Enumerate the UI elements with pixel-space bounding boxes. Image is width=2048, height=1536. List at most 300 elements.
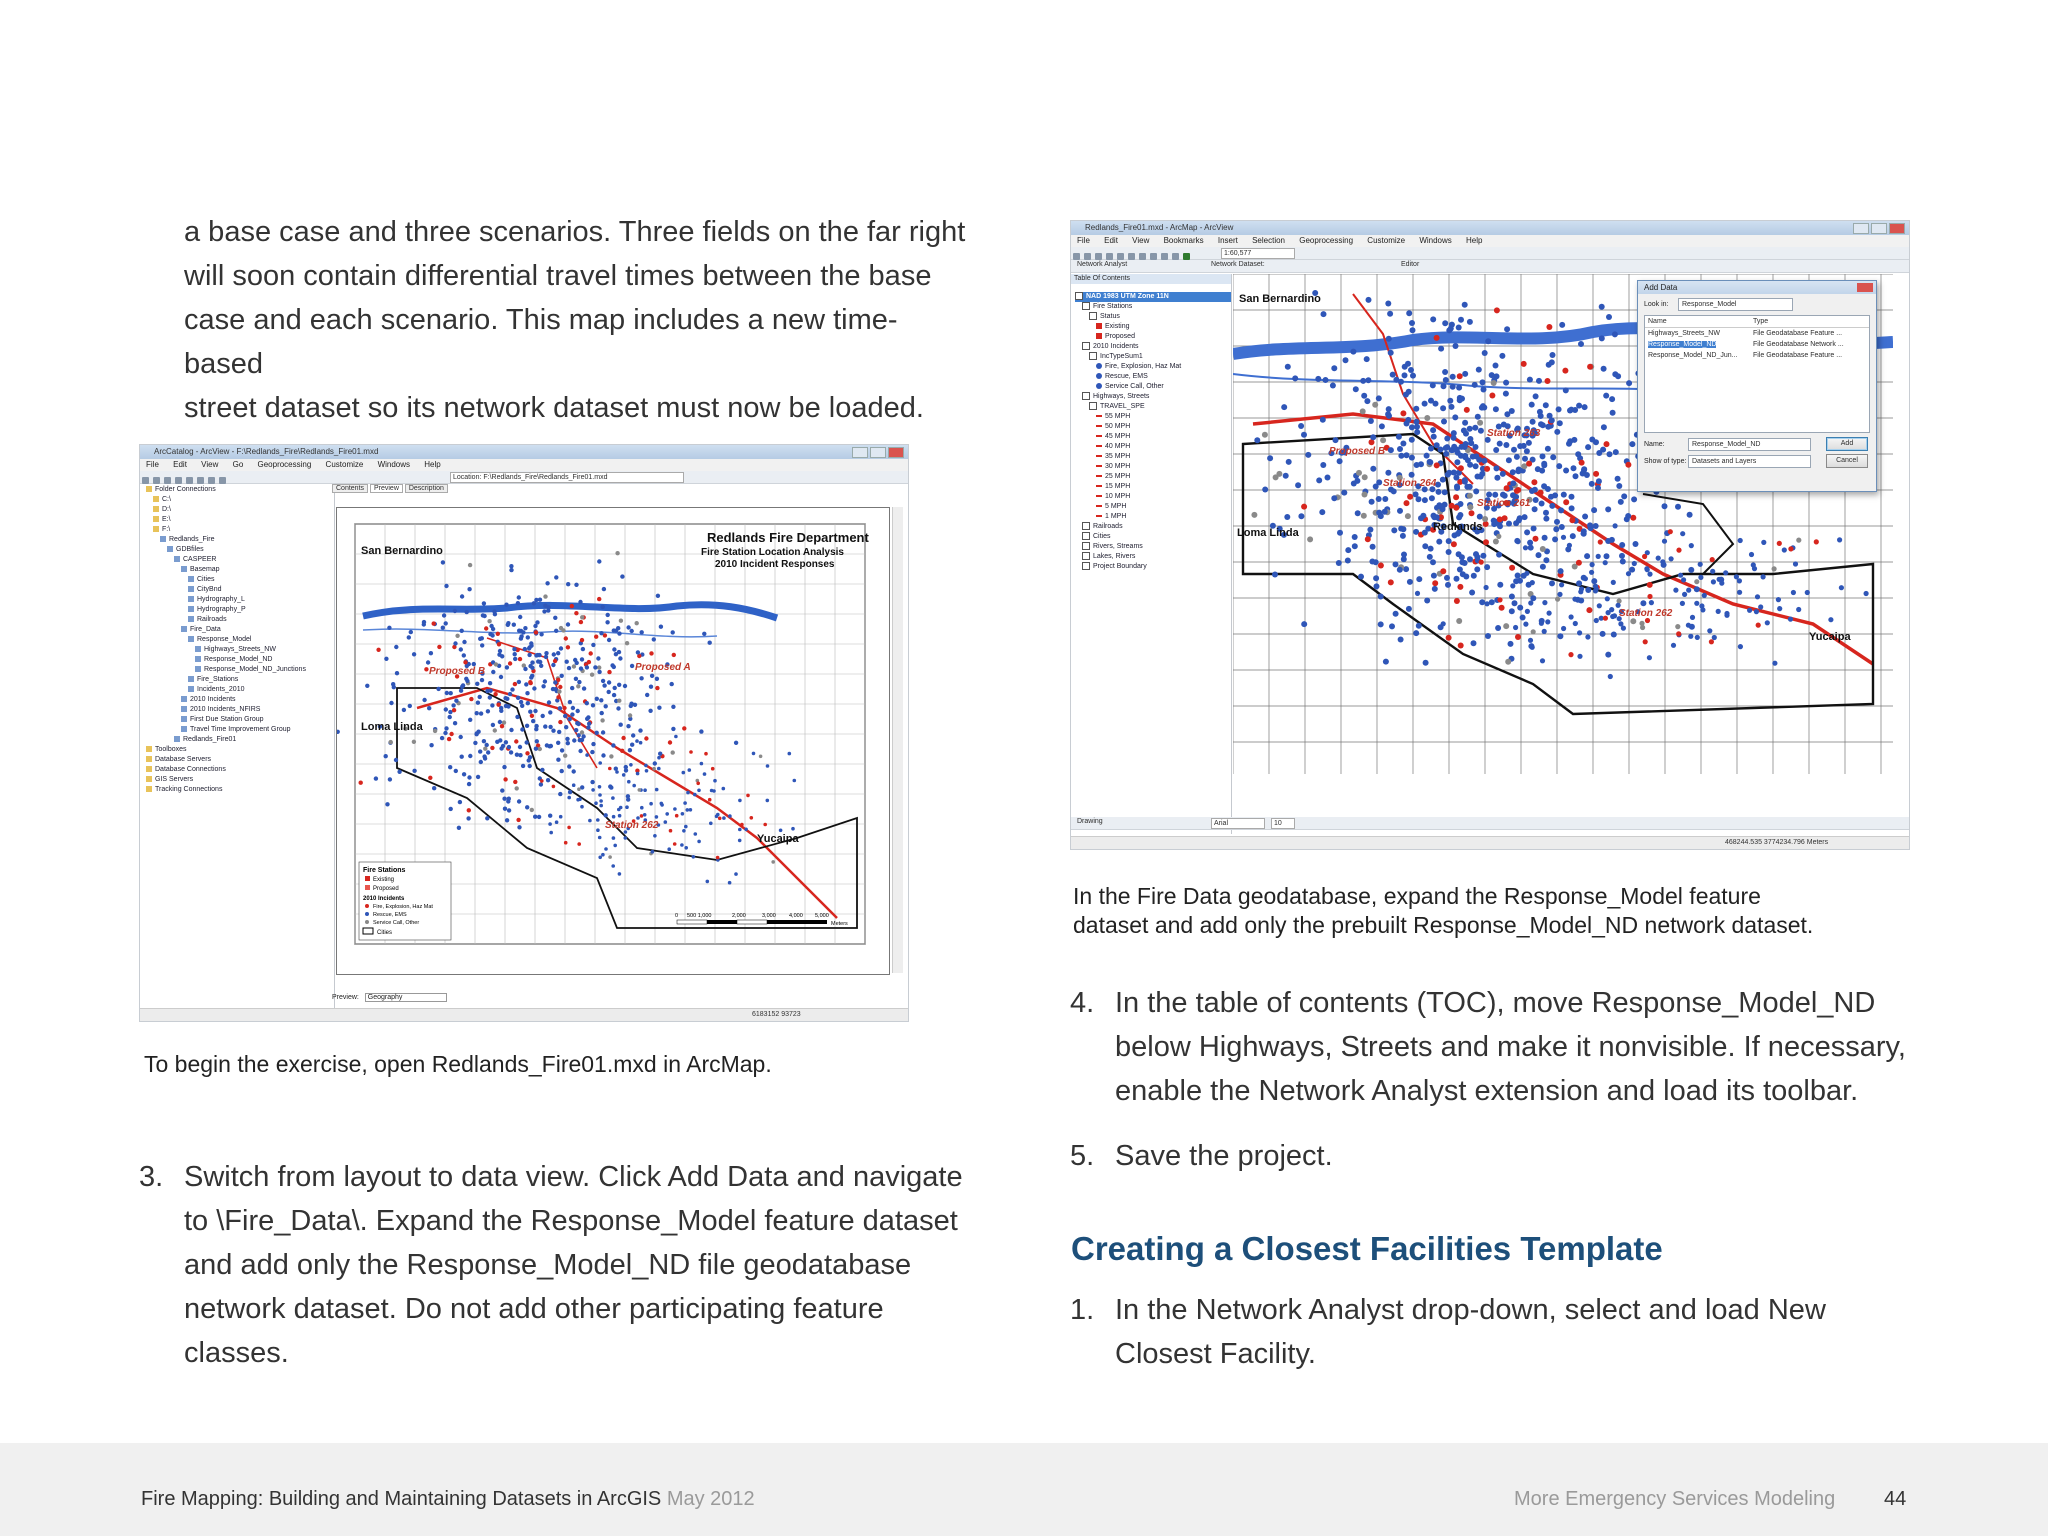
incident-point: [1540, 564, 1546, 570]
incident-point: [771, 860, 775, 864]
incident-point: [444, 621, 448, 625]
network-analyst-dropdown[interactable]: Network Analyst: [1077, 261, 1128, 268]
incident-point: [1613, 449, 1619, 455]
incident-point: [473, 741, 477, 745]
toc-item-label: Service Call, Other: [1105, 383, 1164, 390]
incident-point: [518, 745, 522, 749]
close-icon[interactable]: [888, 447, 904, 458]
line-symbol-icon: [1096, 425, 1102, 427]
incident-point: [1528, 600, 1533, 605]
list-item[interactable]: [1645, 328, 1869, 339]
incident-point: [1839, 585, 1844, 590]
incident-point: [579, 666, 583, 670]
tree-item[interactable]: [146, 735, 334, 745]
incident-point: [1559, 582, 1564, 587]
toc-item[interactable]: [1075, 562, 1231, 572]
tab-preview[interactable]: Preview: [370, 484, 403, 493]
tree-item[interactable]: [146, 775, 334, 785]
incident-point: [1397, 508, 1403, 514]
show-type-select[interactable]: Datasets and Layers: [1688, 455, 1811, 468]
page-footer: [0, 1443, 2048, 1536]
incident-point: [526, 635, 530, 639]
incident-point: [459, 735, 463, 739]
incident-point: [1749, 552, 1754, 557]
incident-point: [1422, 401, 1428, 407]
incident-point: [548, 710, 552, 714]
incident-point: [1409, 424, 1415, 430]
incident-point: [766, 764, 770, 768]
undo-icon[interactable]: [1161, 253, 1168, 260]
toc-item[interactable]: [1075, 512, 1231, 522]
toc-item[interactable]: [1075, 522, 1231, 532]
preview-scrollbar[interactable]: [892, 507, 903, 973]
tree-item[interactable]: [146, 615, 334, 625]
cancel-button[interactable]: Cancel: [1826, 454, 1868, 468]
toc-item[interactable]: [1075, 472, 1231, 482]
open-icon[interactable]: [1084, 253, 1091, 260]
incident-point: [577, 680, 581, 684]
incident-point: [1456, 551, 1462, 557]
incident-point: [684, 825, 688, 829]
toc-item[interactable]: [1075, 422, 1231, 432]
incident-point: [585, 665, 589, 669]
tree-item[interactable]: [146, 585, 334, 595]
incident-point: [1737, 590, 1742, 595]
incident-point: [1608, 674, 1613, 679]
incident-point: [1492, 492, 1498, 498]
incident-point: [551, 663, 555, 667]
delete-icon[interactable]: [186, 477, 193, 484]
close-icon[interactable]: [1857, 283, 1873, 292]
toc-item[interactable]: [1075, 362, 1231, 372]
incident-point: [523, 626, 527, 630]
save-icon[interactable]: [1095, 253, 1102, 260]
incident-point: [591, 742, 595, 746]
incident-point: [673, 807, 677, 811]
incident-point: [1569, 494, 1575, 500]
toc-item-label: 30 MPH: [1105, 463, 1131, 470]
list-item[interactable]: [1645, 339, 1869, 350]
menu-help[interactable]: Help: [424, 460, 441, 469]
tree-item[interactable]: [146, 605, 334, 615]
location-field[interactable]: Location: F:\Redlands_Fire\Redlands_Fire01.mxd: [450, 472, 684, 483]
maximize-icon[interactable]: [1871, 223, 1887, 234]
incident-point: [560, 674, 564, 678]
incident-point: [483, 747, 487, 751]
incident-point: [716, 813, 720, 817]
incident-point: [657, 706, 661, 710]
incident-point: [505, 665, 509, 669]
step-4-line: below Highways, Streets and make it nonvisible. If necessary,: [1115, 1031, 1906, 1063]
incident-point: [693, 793, 697, 797]
incident-point: [1369, 439, 1375, 445]
incident-point: [540, 768, 544, 772]
incident-point: [1427, 459, 1433, 465]
map-place-station-262: Station 262: [1619, 608, 1673, 619]
minimize-icon[interactable]: [852, 447, 868, 458]
incident-point: [759, 755, 763, 759]
intro-line: case and each scenario. This map includes a new time-based: [184, 304, 898, 380]
tree-item[interactable]: [146, 705, 334, 715]
tree-item-label: CASPEER: [183, 556, 217, 563]
print-icon[interactable]: [1106, 253, 1113, 260]
incident-point: [1402, 372, 1408, 378]
minimize-icon[interactable]: [1853, 223, 1869, 234]
incident-point: [515, 786, 519, 790]
incident-point: [424, 667, 428, 671]
editor-dropdown[interactable]: Editor: [1401, 261, 1420, 268]
toc-item[interactable]: [1075, 532, 1231, 542]
font-size-select[interactable]: 10: [1271, 818, 1295, 829]
incident-point: [616, 706, 620, 710]
menu-insert[interactable]: Insert: [1217, 236, 1238, 245]
tree-item[interactable]: [146, 635, 334, 645]
tree-item[interactable]: [146, 755, 334, 765]
incident-point: [508, 692, 512, 696]
incident-point: [529, 681, 533, 685]
page-number: 44: [1884, 1488, 1907, 1510]
incident-point: [500, 788, 504, 792]
menu-file[interactable]: File: [146, 460, 159, 469]
incident-point: [1673, 588, 1678, 593]
toc-item[interactable]: [1075, 462, 1231, 472]
up-icon[interactable]: [153, 477, 160, 484]
col-name[interactable]: Name: [1648, 318, 1667, 325]
toc-item[interactable]: [1075, 342, 1231, 352]
incident-point: [1587, 364, 1593, 370]
legend-title: Fire Stations: [363, 867, 406, 874]
incident-point: [402, 708, 406, 712]
incident-point: [1707, 628, 1712, 633]
incident-point: [1370, 434, 1376, 440]
incident-point: [599, 698, 603, 702]
tree-item[interactable]: [146, 555, 334, 565]
menu-edit[interactable]: Edit: [1104, 236, 1118, 245]
incident-point: [1493, 406, 1499, 412]
incident-point: [1796, 538, 1801, 543]
toc-item[interactable]: [1075, 302, 1231, 312]
incident-point: [750, 816, 754, 820]
incident-point: [1632, 561, 1637, 566]
tree-item[interactable]: [146, 625, 334, 635]
toc-item[interactable]: [1075, 372, 1231, 382]
incident-point: [682, 726, 686, 730]
incident-point: [1563, 387, 1569, 393]
map-place-loma-linda: Loma Linda: [1237, 527, 1299, 539]
menu-bookmarks[interactable]: Bookmarks: [1163, 236, 1204, 245]
incident-point: [1524, 529, 1530, 535]
incident-point: [1575, 451, 1581, 457]
incident-point: [1734, 574, 1739, 579]
col-type[interactable]: Type: [1753, 318, 1769, 325]
back-icon[interactable]: [142, 477, 149, 484]
incident-point: [1554, 519, 1560, 525]
incident-point: [1526, 440, 1532, 446]
incident-point: [538, 660, 542, 664]
incident-point: [385, 802, 389, 806]
toc-item[interactable]: [1075, 432, 1231, 442]
incident-point: [1680, 601, 1685, 606]
incident-point: [1618, 499, 1624, 505]
tree-item-label: C:\: [162, 496, 171, 503]
incident-point: [1262, 432, 1268, 438]
incident-point: [558, 720, 562, 724]
incident-point: [1444, 436, 1450, 442]
layer-checkbox-icon: [1089, 352, 1097, 360]
paste-icon[interactable]: [1139, 253, 1146, 260]
toc-item[interactable]: [1075, 382, 1231, 392]
incident-point: [1364, 356, 1370, 362]
tree-item[interactable]: [146, 665, 334, 675]
incident-point: [1499, 353, 1505, 359]
tree-item[interactable]: [146, 525, 334, 535]
tree-item-label: Hydrography_L: [197, 596, 245, 603]
incident-point: [1616, 483, 1622, 489]
line-symbol-icon: [1096, 415, 1102, 417]
incident-point: [1462, 420, 1468, 426]
tree-item[interactable]: [146, 515, 334, 525]
toc-item[interactable]: [1075, 332, 1231, 342]
incident-point: [1336, 560, 1342, 566]
incident-point: [497, 642, 501, 646]
incident-point: [509, 564, 513, 568]
item-type: File Geodatabase Network ...: [1753, 341, 1844, 348]
menu-edit[interactable]: Edit: [173, 460, 187, 469]
view-icon[interactable]: [197, 477, 204, 484]
incident-point: [1343, 357, 1349, 363]
map-place-redlands: Redlands: [1433, 521, 1483, 533]
incident-point: [1747, 608, 1752, 613]
pan-icon[interactable]: [219, 477, 226, 484]
scale-label-2: 2,000: [732, 913, 746, 919]
incident-point: [503, 807, 507, 811]
toc-item[interactable]: [1075, 292, 1231, 302]
menu-help[interactable]: Help: [1466, 236, 1483, 245]
incident-point: [1712, 635, 1717, 640]
incident-point: [752, 752, 756, 756]
toc-item[interactable]: [1075, 392, 1231, 402]
incident-point: [1476, 367, 1482, 373]
incident-point: [476, 701, 480, 705]
incident-point: [496, 632, 500, 636]
incident-point: [557, 689, 561, 693]
list-item[interactable]: [1645, 350, 1869, 361]
incident-point: [365, 684, 369, 688]
name-field[interactable]: Response_Model_ND: [1688, 438, 1811, 451]
tree-item[interactable]: [146, 675, 334, 685]
incident-point: [1617, 598, 1622, 603]
incident-point: [1484, 564, 1490, 570]
incident-point: [659, 625, 663, 629]
toc-item[interactable]: [1075, 412, 1231, 422]
menu-customize[interactable]: Customize: [325, 460, 364, 469]
incident-point: [448, 765, 452, 769]
toc-item[interactable]: [1075, 482, 1231, 492]
incident-point: [1569, 614, 1574, 619]
incident-point: [517, 629, 521, 633]
tree-item[interactable]: [146, 685, 334, 695]
incident-point: [441, 560, 445, 564]
toc-item[interactable]: [1075, 542, 1231, 552]
incident-point: [432, 621, 436, 625]
incident-point: [1388, 579, 1394, 585]
step-1-line: Closest Facility.: [1115, 1338, 1316, 1370]
incident-point: [1301, 432, 1307, 438]
incident-point: [1350, 349, 1356, 355]
toc-item[interactable]: [1075, 402, 1231, 412]
incident-point: [1515, 539, 1520, 544]
incident-point: [1462, 371, 1468, 377]
tree-item[interactable]: [146, 575, 334, 585]
copy-icon[interactable]: [164, 477, 171, 484]
tree-item[interactable]: [146, 655, 334, 665]
incident-point: [387, 626, 391, 630]
incident-point: [389, 740, 393, 744]
incident-point: [1579, 460, 1585, 466]
incident-point: [486, 750, 490, 754]
toc-item[interactable]: [1075, 322, 1231, 332]
incident-point: [449, 691, 453, 695]
toc-item[interactable]: [1075, 492, 1231, 502]
tree-item[interactable]: [146, 765, 334, 775]
delete-icon[interactable]: [1150, 253, 1157, 260]
incident-point: [660, 803, 664, 807]
copy-icon[interactable]: [1128, 253, 1135, 260]
tree-item[interactable]: [146, 595, 334, 605]
scale-field[interactable]: 1:60,577: [1221, 248, 1295, 259]
incident-point: [1405, 513, 1411, 519]
menu-geoprocessing[interactable]: Geoprocessing: [257, 460, 312, 469]
map-place-station-262: Station 262: [605, 820, 659, 831]
section-heading: Creating a Closest Facilities Template: [1071, 1230, 1663, 1267]
incident-point: [674, 735, 678, 739]
incident-point: [1596, 478, 1602, 484]
incident-point: [605, 620, 609, 624]
incident-point: [1373, 575, 1379, 581]
incident-point: [611, 743, 615, 747]
incident-point: [620, 574, 624, 578]
incident-point: [422, 698, 426, 702]
intro-paragraph: [184, 210, 974, 430]
tab-description[interactable]: Description: [405, 484, 448, 493]
tree-item[interactable]: [146, 695, 334, 705]
tree-item[interactable]: [146, 725, 334, 735]
tree-item[interactable]: [146, 495, 334, 505]
tree-item[interactable]: [146, 645, 334, 655]
incident-point: [1788, 617, 1793, 622]
incident-point: [1428, 398, 1434, 404]
add-button[interactable]: Add: [1826, 437, 1868, 451]
incident-point: [464, 677, 468, 681]
folder-icon: [146, 756, 152, 762]
incident-point: [1543, 402, 1549, 408]
incident-point: [1558, 568, 1564, 574]
menu-view[interactable]: View: [201, 460, 219, 469]
tree-item[interactable]: [146, 565, 334, 575]
incident-point: [1567, 438, 1573, 444]
tree-item[interactable]: [146, 785, 334, 795]
incident-point: [507, 808, 511, 812]
maximize-icon[interactable]: [870, 447, 886, 458]
tree-item[interactable]: [146, 745, 334, 755]
incident-point: [460, 755, 464, 759]
incident-point: [612, 647, 616, 651]
menu-view[interactable]: View: [1132, 236, 1150, 245]
incident-point: [562, 706, 566, 710]
menu-windows[interactable]: Windows: [1419, 236, 1452, 245]
incident-point: [533, 709, 537, 713]
menu-go[interactable]: Go: [232, 460, 244, 469]
incident-point: [503, 777, 507, 781]
new-icon[interactable]: [1073, 253, 1080, 260]
incident-point: [1681, 577, 1686, 582]
toc-item[interactable]: [1075, 552, 1231, 562]
add-data-icon[interactable]: [1183, 253, 1190, 260]
menu-customize[interactable]: Customize: [1367, 236, 1406, 245]
menu-file[interactable]: File: [1077, 236, 1090, 245]
incident-point: [628, 713, 632, 717]
redo-icon[interactable]: [1172, 253, 1179, 260]
menu-windows[interactable]: Windows: [377, 460, 411, 469]
incident-point: [587, 660, 591, 664]
close-icon[interactable]: [1889, 223, 1905, 234]
incident-point: [551, 729, 555, 733]
incident-point: [1593, 588, 1598, 593]
toc-item[interactable]: [1075, 352, 1231, 362]
toc-item[interactable]: [1075, 452, 1231, 462]
tree-item[interactable]: [146, 535, 334, 545]
map-place-station-261: Station 261: [1477, 498, 1531, 509]
incident-point: [1428, 546, 1434, 552]
toc-item[interactable]: [1075, 442, 1231, 452]
cut-icon[interactable]: [1117, 253, 1124, 260]
arcmap-titlebar: [1071, 221, 1909, 235]
incident-point: [1690, 615, 1695, 620]
incident-point: [1631, 496, 1637, 502]
incident-point: [1453, 494, 1459, 500]
map-place-proposed-b: Proposed B: [1329, 446, 1386, 457]
toc-item[interactable]: [1075, 312, 1231, 322]
tree-item[interactable]: [146, 485, 334, 495]
incident-point: [624, 765, 628, 769]
incident-point: [1669, 556, 1674, 561]
incident-point: [1586, 607, 1592, 613]
layer-checkbox-icon: [1082, 532, 1090, 540]
drawing-dropdown[interactable]: Drawing: [1077, 818, 1103, 825]
menu-selection[interactable]: Selection: [1252, 236, 1286, 245]
incident-point: [617, 650, 621, 654]
preview-select[interactable]: Geography: [365, 993, 447, 1002]
incident-point: [1414, 424, 1420, 430]
incident-point: [598, 761, 602, 765]
look-in-select[interactable]: Response_Model: [1678, 298, 1793, 311]
zoom-icon[interactable]: [208, 477, 215, 484]
incident-point: [1777, 606, 1782, 611]
paste-icon[interactable]: [175, 477, 182, 484]
tree-item[interactable]: [146, 505, 334, 515]
font-select[interactable]: Arial: [1211, 818, 1265, 829]
incident-point: [525, 805, 529, 809]
incident-point: [1567, 408, 1573, 414]
tree-item[interactable]: [146, 545, 334, 555]
tab-contents[interactable]: Contents: [332, 484, 368, 493]
menu-geoprocessing[interactable]: Geoprocessing: [1299, 236, 1354, 245]
toc-item[interactable]: [1075, 502, 1231, 512]
tree-item[interactable]: [146, 715, 334, 725]
incident-point: [675, 814, 679, 818]
incident-point: [602, 683, 606, 687]
incident-point: [1482, 516, 1488, 522]
